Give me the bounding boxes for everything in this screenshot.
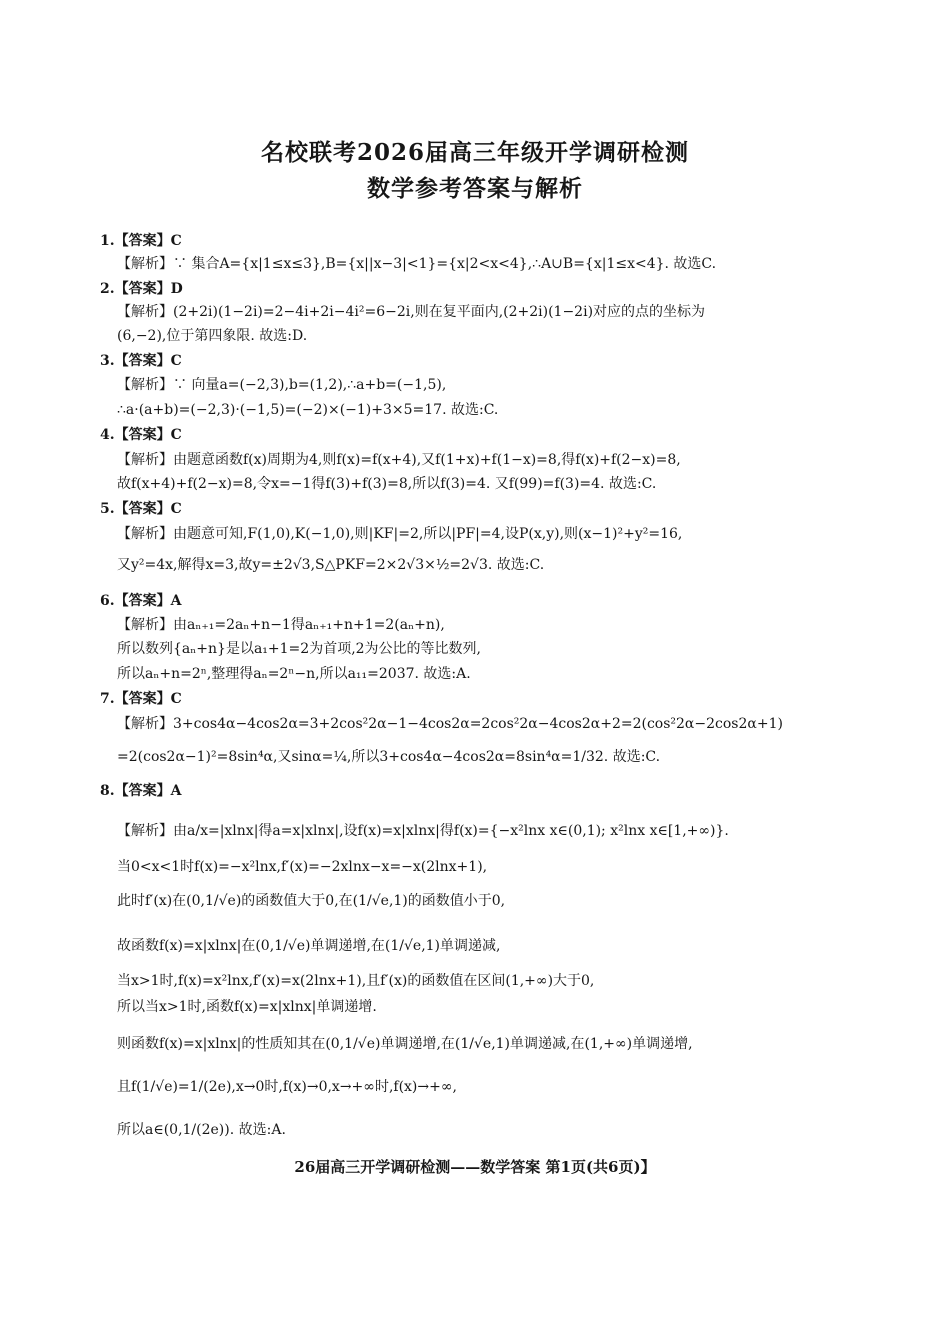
explanation-4: 【解析】由题意函数f(x)周期为4,则f(x)=f(x+4),又f(1+x)+f(1−x)=8,得f(x)+f(2−x)=8,	[117, 452, 681, 468]
explanation-2b: (6,−2),位于第四象限. 故选:D.	[117, 328, 308, 344]
explanation-3b: ∴a·(a+b)=(−2,3)·(−1,5)=(−2)×(−1)+3×5=17. 故选:C.	[117, 402, 499, 418]
explanation-8: 【解析】由a/x=|xlnx|得a=x|xlnx|,设f(x)=x|xlnx|得f(x)={−x²lnx x∈(0,1); x²lnx x∈[1,+∞)}.	[117, 823, 729, 839]
explanation-1: 【解析】∵ 集合A={x|1≤x≤3},B={x||x−3|<1}={x|2<x<4},∴A∪B={x|1≤x<4}. 故选C.	[117, 256, 717, 272]
explanation-6c: 所以aₙ+n=2ⁿ,整理得aₙ=2ⁿ−n,所以a₁₁=2037. 故选:A.	[117, 666, 471, 682]
explanation-8d: 故函数f(x)=x|xlnx|在(0,1/√e)单调递增,在(1/√e,1)单调递减,	[117, 938, 501, 954]
explanation-8h: 且f(1/√e)=1/(2e),x→0时,f(x)→0,x→+∞时,f(x)→+∞,	[117, 1079, 457, 1095]
answer-5: 5.【答案】C	[100, 501, 182, 517]
answer-1: 1.【答案】C	[100, 233, 182, 249]
explanation-6b: 所以数列{aₙ+n}是以a₁+1=2为首项,2为公比的等比数列,	[117, 641, 482, 657]
explanation-8c: 此时f′(x)在(0,1/√e)的函数值大于0,在(1/√e,1)的函数值小于0,	[117, 893, 506, 909]
page-footer: 26届高三开学调研检测——数学答案 第1页(共6页)】	[294, 1158, 656, 1176]
explanation-8i: 所以a∈(0,1/(2e)). 故选:A.	[117, 1122, 286, 1138]
explanation-7b: =2(cos2α−1)²=8sin⁴α,又sinα=¼,所以3+cos4α−4cos2α=8sin⁴α=1/32. 故选:C.	[117, 749, 661, 765]
explanation-6: 【解析】由aₙ₊₁=2aₙ+n−1得aₙ₊₁+n+1=2(aₙ+n),	[117, 617, 445, 633]
explanation-8g: 则函数f(x)=x|xlnx|的性质知其在(0,1/√e)单调递增,在(1/√e,1)单调递减,在(1,+∞)单调递增,	[117, 1036, 693, 1052]
explanation-8f: 所以当x>1时,函数f(x)=x|xlnx|单调递增.	[117, 999, 377, 1015]
explanation-5b: 又y²=4x,解得x=3,故y=±2√3,S△PKF=2×2√3×½=2√3. 故选:C.	[117, 557, 545, 573]
explanation-7: 【解析】3+cos4α−4cos2α=3+2cos²2α−1−4cos2α=2cos²2α−4cos2α+2=2(cos²2α−2cos2α+1)	[117, 716, 783, 732]
answer-8: 8.【答案】A	[100, 783, 182, 799]
explanation-2: 【解析】(2+2i)(1−2i)=2−4i+2i−4i²=6−2i,则在复平面内,(2+2i)(1−2i)对应的点的坐标为	[117, 304, 706, 320]
answer-2: 2.【答案】D	[100, 281, 183, 297]
answer-7: 7.【答案】C	[100, 691, 182, 707]
explanation-3: 【解析】∵ 向量a=(−2,3),b=(1,2),∴a+b=(−1,5),	[117, 377, 447, 393]
answer-6: 6.【答案】A	[100, 593, 182, 609]
explanation-4b: 故f(x+4)+f(2−x)=8,令x=−1得f(3)+f(3)=8,所以f(3)=4. 又f(99)=f(3)=4. 故选:C.	[117, 476, 657, 492]
page-title: 名校联考2026届高三年级开学调研检测	[260, 139, 689, 166]
answer-3: 3.【答案】C	[100, 353, 182, 369]
explanation-8b: 当0<x<1时f(x)=−x²lnx,f′(x)=−2xlnx−x=−x(2lnx+1),	[117, 859, 488, 875]
explanation-8e: 当x>1时,f(x)=x²lnx,f′(x)=x(2lnx+1),且f′(x)的函数值在区间(1,+∞)大于0,	[117, 973, 595, 989]
page-subtitle: 数学参考答案与解析	[367, 175, 583, 202]
answer-4: 4.【答案】C	[100, 427, 182, 443]
explanation-5: 【解析】由题意可知,F(1,0),K(−1,0),则|KF|=2,所以|PF|=4,设P(x,y),则(x−1)²+y²=16,	[117, 526, 683, 542]
